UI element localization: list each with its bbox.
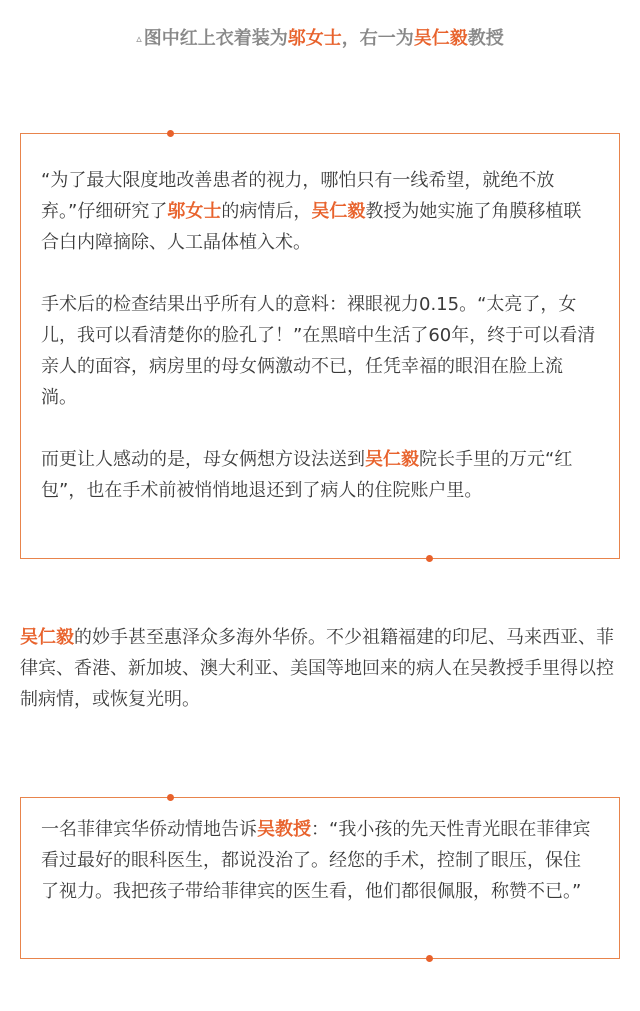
box1-content <box>41 165 596 506</box>
middle-name: 吴仁毅 <box>20 627 74 648</box>
frame-line-bottom <box>20 958 620 959</box>
triangle-icon: ▵ <box>136 32 142 45</box>
frame-dot-bottom <box>426 955 433 962</box>
frame-line-top <box>20 797 620 798</box>
box1-p1-text-b: 的病情后， <box>221 201 312 222</box>
box1-p1-text-a: “为了最大限度地改善患者的视力，哪怕只有一线希望，就绝不放弃。”仔细研究了 <box>41 170 555 222</box>
frame-line-left <box>20 797 21 959</box>
frame-line-right <box>619 797 620 959</box>
caption-text-2: ，右一为 <box>341 28 414 49</box>
box1-p3-text-a: 而更让人感动的是，母女俩想方设法送到 <box>41 449 365 470</box>
caption-name-1: 邬女士 <box>287 28 342 49</box>
frame-line-right <box>619 133 620 559</box>
box1-paragraph-3 <box>41 444 596 506</box>
box1-p3-name: 吴仁毅 <box>365 449 419 470</box>
frame-dot-top <box>167 130 174 137</box>
caption-text-3: 教授 <box>467 28 504 49</box>
frame-line-top <box>20 133 620 134</box>
frame-line-bottom <box>20 558 620 559</box>
frame-dot-bottom <box>426 555 433 562</box>
caption-name-2: 吴仁毅 <box>413 28 468 49</box>
quote-box-1 <box>20 133 620 559</box>
box1-p1-name-2: 吴仁毅 <box>311 201 366 222</box>
box1-p1-text-c: 教授为她实施了角膜移植联合白内障摘除、人工晶体植入术。 <box>41 201 582 253</box>
box1-p3-text-b: 院长手里的万元“红包”，也在手术前被悄悄地退还到了病人的住院账户里。 <box>41 449 573 501</box>
middle-paragraph <box>20 622 626 715</box>
box2-name: 吴教授 <box>257 819 311 840</box>
box1-p1-name-1: 邬女士 <box>167 201 222 222</box>
box2-text-a: 一名菲律宾华侨动情地告诉 <box>41 819 257 840</box>
box2-text-b: ：“我小孩的先天性青光眼在菲律宾看过最好的眼科医生，都说没治了。经您的手术，控制了眼压，保住了视力。我把孩子带给菲律宾的医生看，他们都很佩服，称赞不已。” <box>41 819 591 902</box>
caption-text-1: 图中红上衣着装为 <box>143 28 288 49</box>
frame-line-left <box>20 133 21 559</box>
quote-box-2 <box>20 797 620 959</box>
box1-paragraph-2: 手术后的检查结果出乎所有人的意料：裸眼视力0.15。“太亮了，女儿，我可以看清楚你的脸孔了！”在黑暗中生活了60年，终于可以看清亲人的面容，病房里的母女俩激动不已，任凭幸福的眼泪在脸上流淌。 <box>41 294 596 408</box>
frame-dot-top <box>167 794 174 801</box>
image-caption <box>0 26 640 52</box>
box1-paragraph-1 <box>41 165 596 258</box>
middle-text: 的妙手甚至惠泽众多海外华侨。不少祖籍福建的印尼、马来西亚、菲律宾、香港、新加坡、澳大利亚、美国等地回来的病人在吴教授手里得以控制病情，或恢复光明。 <box>20 627 614 710</box>
box2-content <box>41 814 596 907</box>
box2-paragraph <box>41 814 596 907</box>
